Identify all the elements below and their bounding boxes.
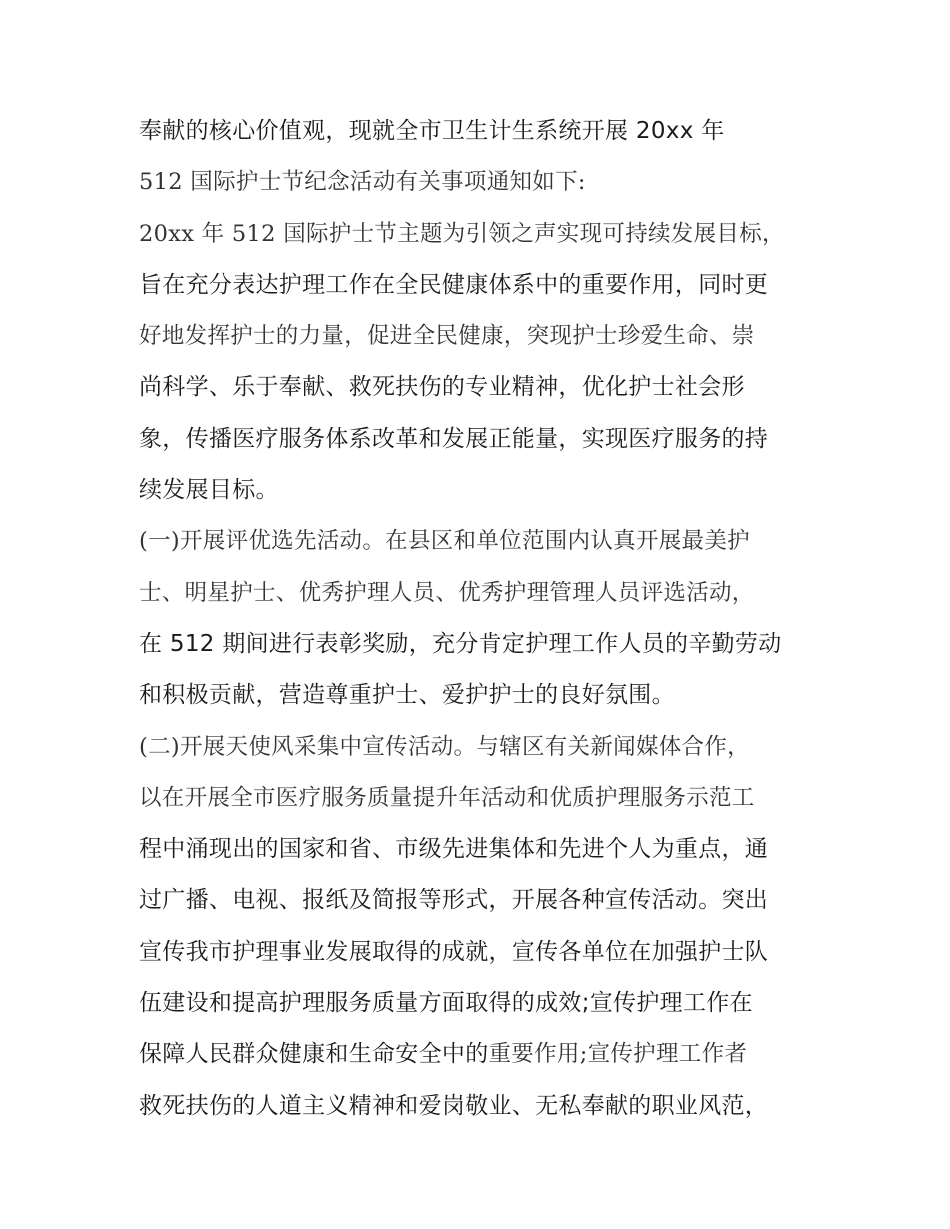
text-line: 好地发挥护士的力量，促进全民健康，突现护士珍爱生命、崇 [139, 323, 755, 350]
text-line: 程中涌现出的国家和省、市级先进集体和先进个人为重点，通 [139, 836, 769, 863]
text-line: 旨在充分表达护理工作在全民健康体系中的重要作用，同时更 [139, 271, 769, 298]
document-body [139, 106, 829, 1132]
text-line: 512 国际护士节纪念活动有关事项通知如下: [139, 169, 586, 196]
text-line: (二)开展天使风采集中宣传活动。与辖区有关新闻媒体合作， [139, 733, 750, 760]
text-line: 尚科学、乐于奉献、救死扶伤的专业精神，优化护士社会形 [139, 374, 745, 401]
text-line: 伍建设和提高护理服务质量方面取得的成效;宣传护理工作在 [139, 990, 753, 1017]
text-segment: 保障人民群众健康和生命安全中的 [139, 1041, 489, 1068]
text-line: 奉献的核心价值观，现就全市卫生计生系统开展 20xx 年 [139, 118, 725, 144]
text-line: 过广播、电视、报纸及简报等形式，开展各种宣传活动。突出 [139, 887, 769, 914]
text-line: 续发展目标。 [139, 477, 279, 504]
text-line: (一)开展评优选先活动。在县区和单位范围内认真开展最美护 [139, 528, 750, 555]
text-line [139, 1029, 829, 1080]
text-line: 象，传播医疗服务体系改革和发展正能量，实现医疗服务的持 [139, 425, 769, 452]
text-line: 和积极贡献，营造尊重护士、爱护护士的良好氛围。 [139, 682, 675, 709]
text-segment: 重要作用;宣传护理工作者 [488, 1041, 748, 1068]
text-line: 在 512 期间进行表彰奖励，充分肯定护理工作人员的辛勤劳动 [139, 630, 782, 657]
text-line: 救死扶伤的人道主义精神和爱岗敬业、无私奉献的职业风范， [139, 1092, 769, 1119]
text-line: 宣传我市护理事业发展取得的成就，宣传各单位在加强护士队 [139, 938, 769, 965]
text-line: 士、明星护士、优秀护理人员、优秀护理管理人员评选活动， [139, 579, 755, 606]
text-line: 以在开展全市医疗服务质量提升年活动和优质护理服务示范工 [139, 784, 755, 811]
text-line: 20xx 年 512 国际护士节主题为引领之声实现可持续发展目标， [139, 220, 785, 247]
